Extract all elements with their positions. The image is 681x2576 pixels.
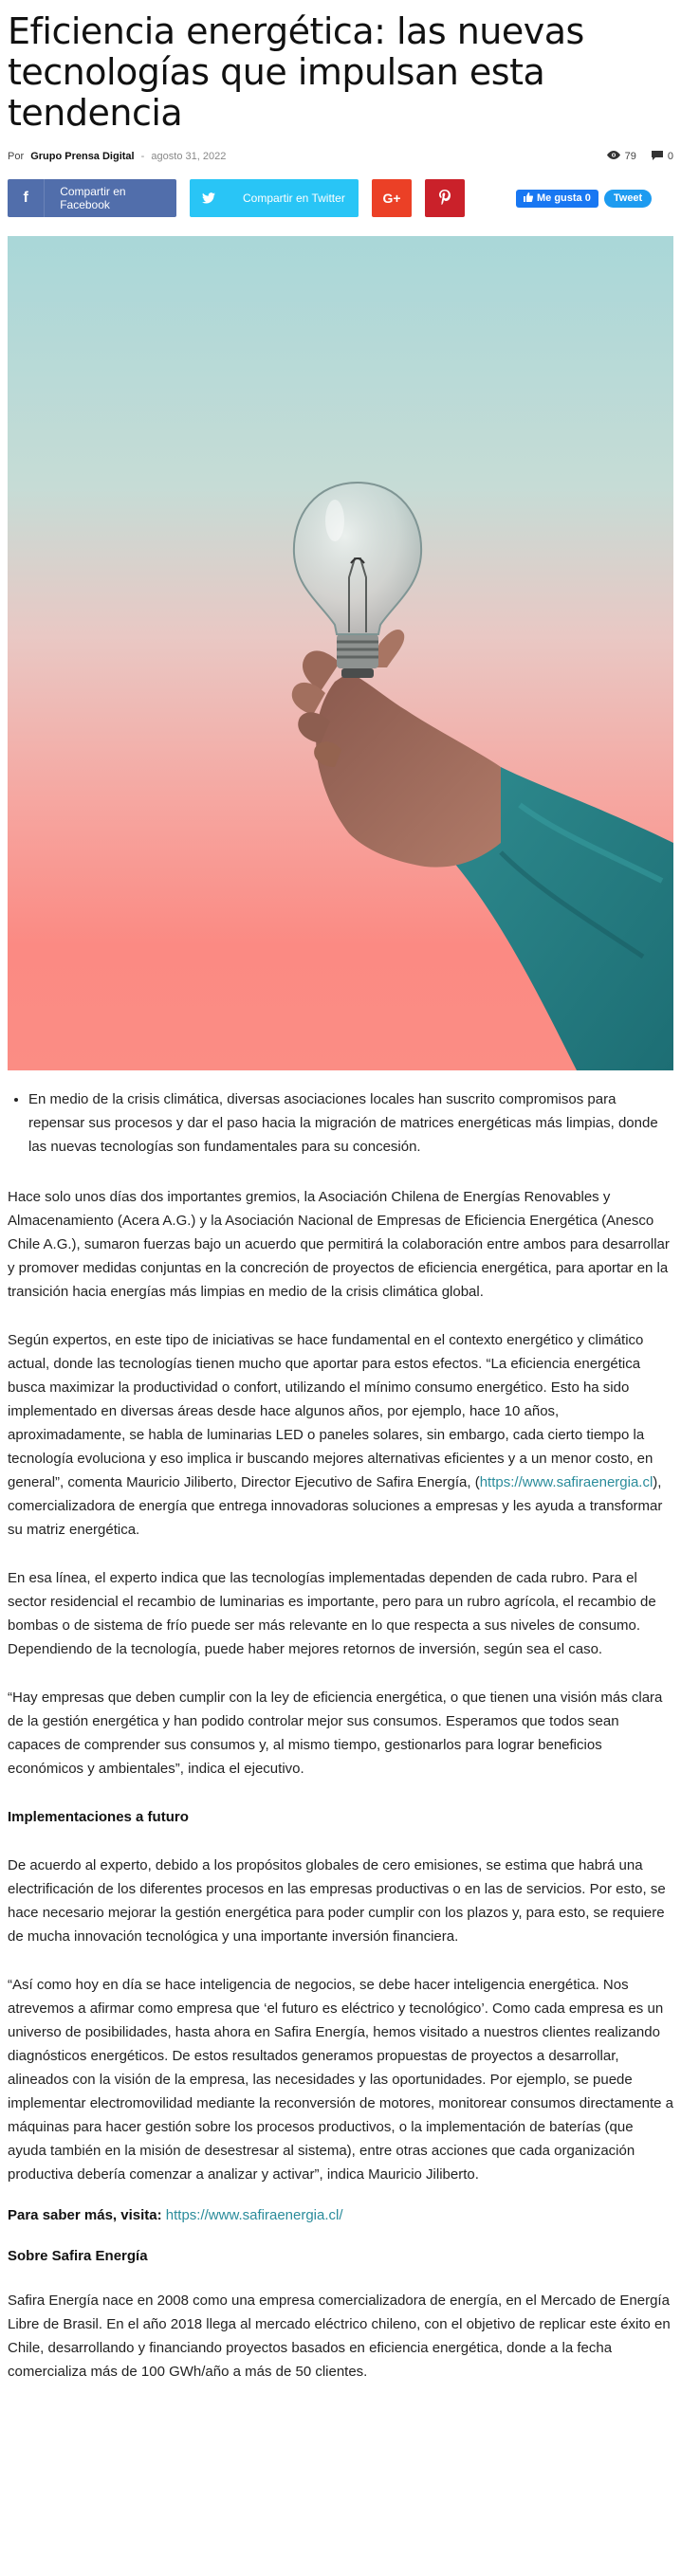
facebook-icon: f [8, 179, 45, 217]
more-info [8, 2203, 673, 2227]
paragraph: En esa línea, el experto indica que las tecnologías implementadas dependen de cada rubro. Para el sector residencial el recambio de luminarias es importante, pero para un rubro agrícola, el recambio de bombas o de sistema de frío puede ser más relevante en lo que respecta a sus niveles de consumo. Dependiendo de la tecnología, puede haber mejores retornos de inversión, según sea el caso. [8, 1570, 656, 1657]
tweet-button[interactable] [604, 190, 652, 208]
section-heading: Implementaciones a futuro [8, 1809, 189, 1825]
byline [8, 151, 230, 162]
summary-list [8, 1087, 673, 1159]
paragraph: Hace solo unos días dos importantes gremios, la Asociación Chilena de Energías Renovables y Almacenamiento (Acera A.G.) y la Asociación Nacional de Empresas de Eficiencia Energética (Anesco Chile A.G.), sumaron fuerzas bajo un acuerdo que permitirá la colaboración entre ambos para desarrollar y promover medidas conjuntas en la concreción de proyectos de eficiencia energética, para aportar en la transición hacia energías más limpias en medio de la crisis climática global. [8, 1189, 670, 1300]
share-pinterest-button[interactable] [425, 179, 465, 217]
article-body [8, 1087, 673, 2384]
paragraph [8, 1328, 673, 1542]
hero-image [8, 236, 673, 1070]
publish-date: agosto 31, 2022 [151, 151, 227, 162]
googleplus-icon: G+ [382, 191, 401, 206]
like-label: Me gusta 0 [537, 192, 591, 204]
views-stat [607, 151, 636, 162]
paragraph-text: ), comercializadora de energía que entrega innovadoras soluciones a empresas y les ayuda a transformar su matriz energética. [8, 1474, 663, 1538]
views-count: 79 [624, 151, 636, 162]
social-widgets [516, 190, 652, 208]
share-facebook-button[interactable] [8, 179, 176, 217]
by-label: Por [8, 151, 25, 162]
section-heading: Sobre Safira Energía [8, 2248, 148, 2264]
share-twitter-label: Compartir en Twitter [243, 192, 345, 205]
summary-item: • En medio de la crisis climática, diversas asociaciones locales han suscrito compromisos para repensar sus procesos y dar el paso hacia la migración de matrices energéticas más limpias, donde las nuevas tecnologías son fundamentales para su concesión. [28, 1087, 673, 1159]
share-bar [8, 179, 673, 217]
paragraph: De acuerdo al experto, debido a los propósitos globales de cero emisiones, se estima que habrá una electrificación de los diferentes procesos en las empresas productivas o en las de servicios. Por esto, se hace necesario mejorar la gestión energética para poder cumplir con los plazos y, para esto, se requiere de mucha innovación tecnológica y una importante inversión financiera. [8, 1857, 666, 1945]
lightbulb-hand-image [8, 236, 673, 1070]
paragraph: Safira Energía nace en 2008 como una empresa comercializadora de energía, en el Mercado de Energía Libre de Brasil. En el año 2018 llega al mercado eléctrico chileno, con el objetivo de replicar este éxito en Chile, desarrollando y financiando proyectos basados en eficiencia energética, donde a la fecha comercializa más de 100 GWh/año a más de 50 clientes. [8, 2293, 671, 2380]
pinterest-icon [439, 190, 451, 208]
tweet-label: Tweet [613, 192, 643, 204]
author-link[interactable]: Grupo Prensa Digital [30, 151, 135, 162]
article-title: Eficiencia energética: las nuevas tecnologías que impulsan esta tendencia [8, 10, 584, 134]
more-link[interactable]: https://www.safiraenergia.cl/ [165, 2207, 343, 2223]
article-stats [607, 151, 673, 163]
share-facebook-label: Compartir en Facebook [60, 185, 126, 211]
share-twitter-button[interactable] [190, 179, 359, 217]
comment-icon [652, 151, 663, 163]
comments-stat[interactable] [652, 151, 673, 163]
twitter-icon [190, 179, 228, 217]
article-meta [8, 147, 673, 166]
share-googleplus-button[interactable] [372, 179, 412, 217]
facebook-like-button[interactable] [516, 190, 598, 208]
comments-count: 0 [667, 151, 673, 162]
safira-link[interactable]: https://www.safiraenergia.cl [479, 1474, 653, 1490]
thumbs-up-icon [524, 192, 533, 205]
paragraph: “Así como hoy en día se hace inteligencia de negocios, se debe hacer inteligencia energética. Nos atrevemos a afirmar como empresa que ‘el futuro es eléctrico y tecnológico’. Como cada empresa es un universo de posibilidades, hasta ahora en Safira Energía, hemos visitado a nuestros clientes realizando diagnósticos energéticos. De estos resultados generamos propuestas de proyectos a desarrollar, alineados con la visión de la empresa, las necesidades y las oportunidades. Por ejemplo, se puede implementar electromovilidad mediante la reconversión de motores, monitorear consumos directamente a máquinas para hacer gestión sobre los procesos productivos, o la implementación de baterías (que ayuda también en la misión de desestresar al sistema), entre otras acciones que cada organización productiva debería comenzar a analizar y activar”, indica Mauricio Jiliberto. [8, 1977, 673, 2183]
eye-icon [607, 151, 620, 162]
more-label: Para saber más, visita: [8, 2207, 162, 2223]
paragraph: “Hay empresas que deben cumplir con la ley de eficiencia energética, o que tienen una visión más clara de la gestión energética y han podido controlar mejor sus consumos. Esperamos que todos sean capaces de comprender sus consumos y, al mismo tiempo, gestionarlos para lograr beneficios económicos y ambientales”, indica el ejecutivo. [8, 1690, 663, 1777]
paragraph-text: Según expertos, en este tipo de iniciativas se hace fundamental en el contexto energético y climático actual, donde las tecnologías tienen mucho que aportar para estos efectos. “La eficiencia energética busca maximizar la productividad o confort, utilizando el mínimo consumo energético. Esto ha sido implementado en diversas áreas desde hace algunos años, por ejemplo, hace 10 años, aproximadamente, se habla de luminarias LED o paneles solares, sin embargo, cada cierto tiempo la tecnología evoluciona y eso implica ir buscando mejores alternativas eficientes y a un menor costo, en general”, comenta Mauricio Jiliberto, Director Ejecutivo de Safira Energía, ( [8, 1332, 653, 1490]
date-separator: - [140, 151, 145, 162]
